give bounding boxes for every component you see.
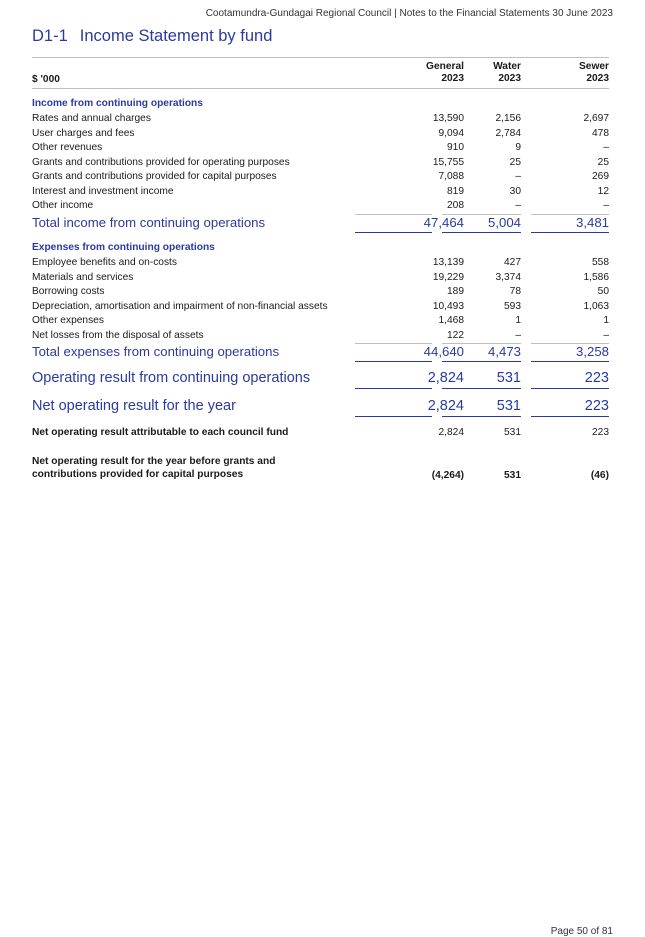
water-value: – [515,171,521,182]
result-underline-sewer [531,388,609,389]
note-code: D1-1 [32,27,68,45]
net-result-row [32,398,609,416]
sewer-value: 223 [584,398,609,414]
sewer-value: 1,586 [583,271,609,283]
table-row [32,112,609,126]
sewer-value: – [603,200,609,211]
water-value: 1 [515,315,521,326]
sewer-value: 223 [592,427,609,438]
row-label: Net operating result for the year [32,398,236,414]
sewer-value: – [603,142,609,153]
water-value: 4,473 [487,344,521,359]
table-row [32,199,609,213]
total-underline-sewer [531,232,609,233]
sewer-value: 3,481 [575,215,609,230]
income-heading [32,97,609,111]
expenses-heading [32,241,609,255]
col-sewer-year: 2023 [586,73,609,84]
water-value: 30 [509,185,521,197]
col-general [426,61,464,85]
general-value: 2,824 [438,427,464,438]
sewer-value: 25 [597,156,609,168]
row-label: Net operating result attributable to each council fund [32,427,289,438]
general-value: (4,264) [431,470,464,481]
row-label: Employee benefits and on-costs [32,257,177,268]
col-sewer-name: Sewer [578,61,609,72]
general-value: 19,229 [432,271,464,283]
row-label: Other expenses [32,315,104,326]
sewer-value: 12 [597,185,609,197]
col-water [493,61,521,85]
water-value: 3,374 [495,271,521,283]
table-row [32,170,609,184]
total-underline-water [442,361,521,362]
water-value: 78 [509,286,521,297]
general-value: 208 [447,200,464,211]
before-grants-row [32,456,609,484]
sewer-value: 1,063 [583,300,609,312]
water-value: 531 [504,427,521,438]
page-header: Cootamundra-Gundagai Regional Council | Notes to the Financial Statements 30 June 2023 [205,8,613,19]
sewer-value: 1 [603,315,609,326]
sewer-value: 223 [584,370,609,386]
water-value: 593 [504,300,521,312]
col-sewer [579,61,609,85]
result-underline-water [442,388,521,389]
table-row [32,127,609,141]
row-label-line-2: contributions provided for capital purposes [32,468,244,480]
total-income-row [32,215,609,231]
result-underline-general [355,388,432,389]
row-label: Grants and contributions provided for capital purposes [32,171,277,182]
general-value: 910 [447,142,464,153]
col-water-year: 2023 [498,73,521,84]
general-value: 44,640 [423,344,464,359]
general-value: 13,139 [432,257,464,268]
sewer-value: 558 [592,257,609,268]
table-row [32,185,609,199]
result-underline-water [442,416,521,417]
operating-result-row [32,370,609,388]
row-label: Materials and services [32,271,134,283]
water-value: 25 [509,156,521,168]
result-underline-general [355,416,432,417]
table-row [32,141,609,155]
general-value: 15,755 [432,156,464,168]
attributable-row [32,426,609,440]
col-water-name: Water [493,61,521,72]
col-general-year: 2023 [441,73,464,84]
section-heading: Income from continuing operations [32,98,203,109]
general-value: 819 [447,185,464,197]
total-underline-general [355,232,432,233]
table-row [32,256,609,270]
note-title: Income Statement by fund [79,27,273,45]
water-value: 2,784 [495,127,521,139]
water-value: 531 [496,370,521,386]
table-row [32,285,609,299]
row-label: Other income [32,200,94,211]
row-label: Rates and annual charges [32,113,151,124]
header-divider [32,88,609,89]
general-value: 47,464 [423,215,464,230]
section-heading: Expenses from continuing operations [32,242,215,253]
total-underline-sewer [531,361,609,362]
general-value: 1,468 [438,315,464,326]
sewer-value: 2,697 [583,113,609,124]
sewer-value: – [603,329,609,341]
general-value: 2,824 [427,398,464,414]
table-row [32,156,609,170]
table-row [32,314,609,328]
row-label: Total income from continuing operations [32,215,266,230]
water-value: – [515,200,521,211]
column-header [32,61,609,87]
water-value: 5,004 [487,215,521,230]
water-value: 531 [496,398,521,414]
col-general-name: General [426,61,464,72]
sewer-value: 50 [597,286,609,297]
water-value: 531 [504,470,521,481]
water-value: – [515,329,521,341]
page-number: Page 50 of 81 [550,926,613,937]
title-divider [32,57,609,58]
row-label: Total expenses from continuing operations [32,344,280,359]
row-label: Other revenues [32,142,103,153]
general-value: 9,094 [438,127,464,139]
row-label: Depreciation, amortisation and impairment of non-financial assets [32,300,328,312]
row-label: Operating result from continuing operations [32,370,311,386]
row-label: User charges and fees [32,127,135,139]
unit-label: $ '000 [32,74,60,85]
total-expenses-row [32,344,609,360]
sewer-value: (46) [590,470,609,481]
water-value: 427 [504,257,521,268]
total-underline-water [442,232,521,233]
table-row [32,300,609,314]
sewer-value: 269 [592,171,609,182]
water-value: 2,156 [495,113,521,124]
row-label-line-1: Net operating result for the year before grants and [32,456,276,467]
sewer-value: 478 [592,127,609,139]
sewer-value: 3,258 [575,344,609,359]
result-underline-sewer [531,416,609,417]
table-row [32,271,609,285]
general-value: 122 [447,329,464,341]
row-label: Interest and investment income [32,185,174,197]
water-value: 9 [515,142,521,153]
general-value: 13,590 [432,113,464,124]
general-value: 189 [447,286,464,297]
table-row [32,329,609,343]
row-label [32,456,275,481]
general-value: 2,824 [427,370,464,386]
row-label: Net losses from the disposal of assets [32,329,204,341]
total-underline-general [355,361,432,362]
row-label: Borrowing costs [32,286,105,297]
general-value: 10,493 [432,300,464,312]
page-title [32,27,272,46]
general-value: 7,088 [438,171,464,182]
row-label: Grants and contributions provided for operating purposes [32,156,290,168]
